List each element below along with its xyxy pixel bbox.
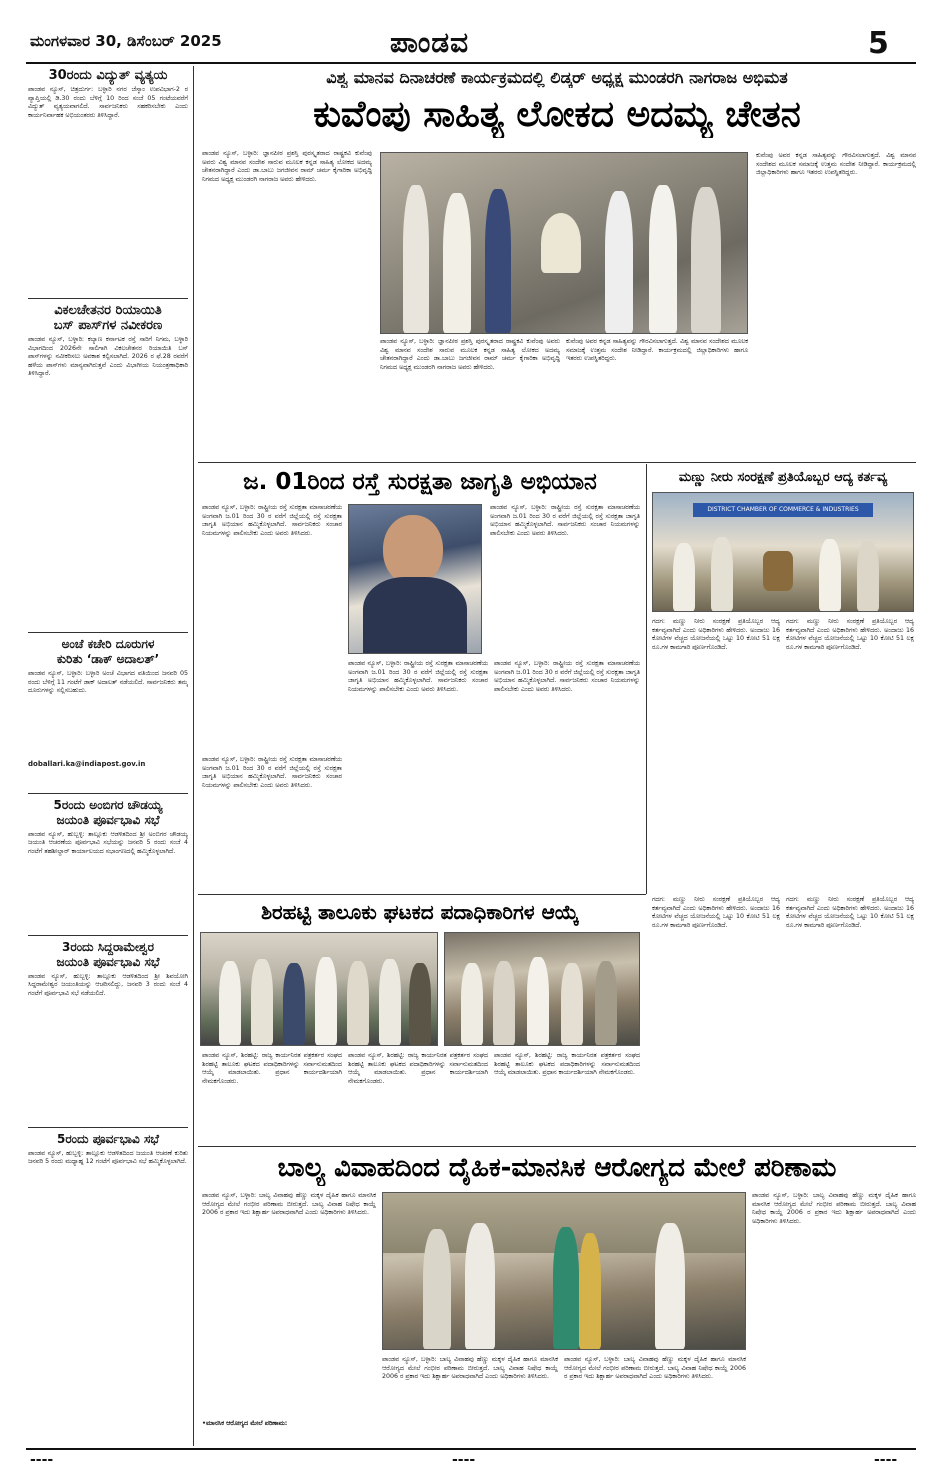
footer-dash-right: ----: [874, 1452, 898, 1468]
bus-pass-headline-1: ವಿಕಲಚೇತನರ ರಿಯಾಯಿತಿ: [54, 303, 162, 318]
shirahatti-text-2: ಪಾಂಡವ ನ್ಯೂಸ್, ಶಿರಹಟ್ಟಿ: ರಾಜ್ಯ ಕಾರ್ಯನಿರತ ಪತ್ರಕರ್ತರ ಸಂಘದ ಶಿರಹಟ್ಟಿ ತಾಲೂಕು ಘಟಕದ ಪದಾಧಿಕಾರಿಗಳನ್ನು ಸರ್ವಾನುಮತದಿಂದ ಆಯ್ಕೆ ಮಾಡಲಾಯಿತು. ಪ್ರಧಾನ ಕಾರ್ಯದರ್ಶಿಯಾಗಿ ನೇಮಕಗೊಂಡರು.: [348, 1052, 488, 1085]
siddarama-headline-2: ಜಯಂತಿ ಪೂರ್ವಭಾವಿ ಸಭೆ: [56, 954, 160, 969]
power-cut-headline: 30ರಂದು ವಿದ್ಯುತ್ ವ್ಯತ್ಯಯ: [48, 68, 168, 83]
ambigara-headline-2: ಜಯಂತಿ ಪೂರ್ವಭಾವಿ ಸಭೆ: [56, 812, 160, 827]
bus-pass-headline-2: ಬಸ್ ಪಾಸ್‌ಗಳ ನವೀಕರಣ: [53, 318, 163, 333]
road-bottom-rule: [198, 894, 646, 895]
meeting-headline: 5ರಂದು ಪೂರ್ವಭಾವಿ ಸಭೆ: [56, 1131, 159, 1146]
mid-column-rule: [646, 464, 647, 894]
dak-adalat-headline-1: ಅಂಚೆ ಕಚೇರಿ ದೂರುಗಳ: [61, 637, 155, 651]
dak-adalat-headline-2: ಕುರಿತು ‘ಡಾಕ್ ಅದಾಲತ್’: [56, 652, 160, 666]
dak-adalat-email: doballari.ka@indiapost.gov.in: [28, 760, 146, 768]
footer-dash-left: ----: [30, 1452, 54, 1468]
road-safety-text-2: ಪಾಂಡವ ನ್ಯೂಸ್, ಬಳ್ಳಾರಿ: ರಾಷ್ಟ್ರೀಯ ರಸ್ತೆ ಸುರಕ್ಷತಾ ಮಾಸಾಚರಣೆಯ ಅಂಗವಾಗಿ ಜ.01 ರಿಂದ 30 ರ ವರೆಗೆ ಜಿಲ್ಲೆಯಲ್ಲಿ ರಸ್ತೆ ಸುರಕ್ಷತಾ ಜಾಗೃತಿ ಅಭಿಯಾನ ಹಮ್ಮಿಕೊಳ್ಳಲಾಗಿದೆ. ಸಾರ್ವಜನಿಕರು ಸಂಚಾರ ನಿಯಮಗಳನ್ನು ಪಾಲಿಸಬೇಕು ಎಂದು ಅವರು ತಿಳಿಸಿದರು.: [490, 504, 640, 537]
lead-text-right: ಕುವೆಂಪು ಅವರ ಕನ್ನಡ ಸಾಹಿತ್ಯವನ್ನು ಗೌರವಿಸಲಾಗುತ್ತದೆ. ವಿಶ್ವ ಮಾನವ ಸಂದೇಶದ ಮೂಲಕ ಸಮಾಜಕ್ಕೆ ಉತ್ತಮ ಸಂದೇಶ ನೀಡಿದ್ದಾರೆ. ಕಾರ್ಯಕ್ರಮದಲ್ಲಿ ಜಿಲ್ಲಾಧಿಕಾರಿಗಳು ಹಾಗೂ ಇತರರು ಉಪಸ್ಥಿತರಿದ್ದರು.: [756, 152, 916, 176]
footer-rule: [26, 1448, 916, 1450]
road-safety-text-5: ಪಾಂಡವ ನ್ಯೂಸ್, ಬಳ್ಳಾರಿ: ರಾಷ್ಟ್ರೀಯ ರಸ್ತೆ ಸುರಕ್ಷತಾ ಮಾಸಾಚರಣೆಯ ಅಂಗವಾಗಿ ಜ.01 ರಿಂದ 30 ರ ವರೆಗೆ ಜಿಲ್ಲೆಯಲ್ಲಿ ರಸ್ತೆ ಸುರಕ್ಷತಾ ಜಾಗೃತಿ ಅಭಿಯಾನ ಹಮ್ಮಿಕೊಳ್ಳಲಾಗಿದೆ. ಸಾರ್ವಜನಿಕರು ಸಂಚಾರ ನಿಯಮಗಳನ್ನು ಪಾಲಿಸಬೇಕು ಎಂದು ಅವರು ತಿಳಿಸಿದರು.: [494, 660, 640, 693]
lead-headline: ಕುವೆಂಪು ಸಾಹಿತ್ಯ ಲೋಕದ ಅದಮ್ಯ ಚೇತನ: [313, 94, 801, 135]
child-marriage-text-2: ಪಾಂಡವ ನ್ಯೂಸ್, ಬಳ್ಳಾರಿ: ಬಾಲ್ಯ ವಿವಾಹವು ಹೆಣ್ಣು ಮಕ್ಕಳ ದೈಹಿಕ ಹಾಗೂ ಮಾನಸಿಕ ಆರೋಗ್ಯದ ಮೇಲೆ ಗಂಭೀರ ಪರಿಣಾಮ ಬೀರುತ್ತದೆ. ಬಾಲ್ಯ ವಿವಾಹ ನಿಷೇಧ ಕಾಯ್ದೆ 2006 ರ ಪ್ರಕಾರ ಇದು ಶಿಕ್ಷಾರ್ಹ ಅಪರಾಧವಾಗಿದೆ ಎಂದು ಅಧಿಕಾರಿಗಳು ತಿಳಿಸಿದರು.: [382, 1356, 558, 1380]
soil-water-headline: ಮಣ್ಣು ನೀರು ಸಂರಕ್ಷಣೆ ಪ್ರತಿಯೊಬ್ಬರ ಆದ್ಯ ಕರ್ತವ್ಯ: [678, 470, 888, 485]
soil-water-text-3: ಗದಗ: ಮಣ್ಣು ನೀರು ಸಂರಕ್ಷಣೆ ಪ್ರತಿಯೊಬ್ಬರ ಆದ್ಯ ಕರ್ತವ್ಯವಾಗಿದೆ ಎಂದು ಅಧಿಕಾರಿಗಳು ಹೇಳಿದರು. ಅಂದಾಜು 16 ಕೋಟಿಗಳ ವೆಚ್ಚದ ಯೋಜನೆಯಲ್ಲಿ ಒಟ್ಟು 10 ಕೋಟಿ 51 ಲಕ್ಷ ರೂ.ಗಳ ಕಾಮಗಾರಿ ಪೂರ್ಣಗೊಂಡಿದೆ.: [652, 896, 780, 929]
soil-water-text-4: ಗದಗ: ಮಣ್ಣು ನೀರು ಸಂರಕ್ಷಣೆ ಪ್ರತಿಯೊಬ್ಬರ ಆದ್ಯ ಕರ್ತವ್ಯವಾಗಿದೆ ಎಂದು ಅಧಿಕಾರಿಗಳು ಹೇಳಿದರು. ಅಂದಾಜು 16 ಕೋಟಿಗಳ ವೆಚ್ಚದ ಯೋಜನೆಯಲ್ಲಿ ಒಟ್ಟು 10 ಕೋಟಿ 51 ಲಕ್ಷ ರೂ.ಗಳ ಕಾಮಗಾರಿ ಪೂರ್ಣಗೊಂಡಿದೆ.: [786, 896, 914, 929]
meeting-text: ಪಾಂಡವ ನ್ಯೂಸ್, ಹುಬ್ಬಳ್ಳಿ: ತಾಲ್ಲೂಕು ಆಡಳಿತದಿಂದ ಜಯಂತಿ ಆಚರಣೆ ಕುರಿತು ಜನವರಿ 5 ರಂದು ಮಧ್ಯಾಹ್ನ 12 ಗಂಟೆಗೆ ಪೂರ್ವಭಾವಿ ಸಭೆ ಹಮ್ಮಿಕೊಳ್ಳಲಾಗಿದೆ.: [28, 1149, 188, 1165]
shirahatti-headline: ಶಿರಹಟ್ಟಿ ತಾಲೂಕು ಘಟಕದ ಪದಾಧಿಕಾರಿಗಳ ಆಯ್ಕೆ: [261, 900, 579, 924]
siddarama-text: ಪಾಂಡವ ನ್ಯೂಸ್, ಹುಬ್ಬಳ್ಳಿ: ತಾಲ್ಲೂಕು ಆಡಳಿತದಿಂದ ಶ್ರೀ ಶಿವಯೋಗಿ ಸಿದ್ದರಾಮೇಶ್ವರ ಜಯಂತಿಯನ್ನು ಆಚರಿಸಲಿದ್ದು, ಜನವರಿ 3 ರಂದು ಸಂಜೆ 4 ಗಂಟೆಗೆ ಪೂರ್ವಭಾವಿ ಸಭೆ ನಡೆಯಲಿದೆ.: [28, 972, 188, 997]
soil-water-text-1: ಗದಗ: ಮಣ್ಣು ನೀರು ಸಂರಕ್ಷಣೆ ಪ್ರತಿಯೊಬ್ಬರ ಆದ್ಯ ಕರ್ತವ್ಯವಾಗಿದೆ ಎಂದು ಅಧಿಕಾರಿಗಳು ಹೇಳಿದರು. ಅಂದಾಜು 16 ಕೋಟಿಗಳ ವೆಚ್ಚದ ಯೋಜನೆಯಲ್ಲಿ ಒಟ್ಟು 10 ಕೋಟಿ 51 ಲಕ್ಷ ರೂ.ಗಳ ಕಾಮಗಾರಿ ಪೂರ್ಣಗೊಂಡಿದೆ.: [652, 618, 780, 651]
masthead-date: ಮಂಗಳವಾರ 30, ಡಿಸೆಂಬರ್ 2025: [30, 32, 222, 50]
shirahatti-photo: [200, 932, 438, 1046]
road-safety-text-3: ಪಾಂಡವ ನ್ಯೂಸ್, ಬಳ್ಳಾರಿ: ರಾಷ್ಟ್ರೀಯ ರಸ್ತೆ ಸುರಕ್ಷತಾ ಮಾಸಾಚರಣೆಯ ಅಂಗವಾಗಿ ಜ.01 ರಿಂದ 30 ರ ವರೆಗೆ ಜಿಲ್ಲೆಯಲ್ಲಿ ರಸ್ತೆ ಸುರಕ್ಷತಾ ಜಾಗೃತಿ ಅಭಿಯಾನ ಹಮ್ಮಿಕೊಳ್ಳಲಾಗಿದೆ. ಸಾರ್ವಜನಿಕರು ಸಂಚಾರ ನಿಯಮಗಳನ್ನು ಪಾಲಿಸಬೇಕು ಎಂದು ಅವರು ತಿಳಿಸಿದರು.: [348, 660, 488, 693]
lead-kicker: ವಿಶ್ವ ಮಾನವ ದಿನಾಚರಣೆ ಕಾರ್ಯಕ್ರಮದಲ್ಲಿ ಲಿಡ್ಕರ್ ಅಧ್ಯಕ್ಷ ಮುಂಡರಗಿ ನಾಗರಾಜ ಅಭಿಮತ: [326, 68, 788, 87]
child-marriage-text-3: ಪಾಂಡವ ನ್ಯೂಸ್, ಬಳ್ಳಾರಿ: ಬಾಲ್ಯ ವಿವಾಹವು ಹೆಣ್ಣು ಮಕ್ಕಳ ದೈಹಿಕ ಹಾಗೂ ಮಾನಸಿಕ ಆರೋಗ್ಯದ ಮೇಲೆ ಗಂಭೀರ ಪರಿಣಾಮ ಬೀರುತ್ತದೆ. ಬಾಲ್ಯ ವಿವಾಹ ನಿಷೇಧ ಕಾಯ್ದೆ 2006 ರ ಪ್ರಕಾರ ಇದು ಶಿಕ್ಷಾರ್ಹ ಅಪರಾಧವಾಗಿದೆ ಎಂದು ಅಧಿಕಾರಿಗಳು ತಿಳಿಸಿದರು.: [564, 1356, 746, 1380]
lead-text-middle: ಪಾಂಡವ ನ್ಯೂಸ್, ಬಳ್ಳಾರಿ: ಜ್ಞಾನಪೀಠ ಪ್ರಶಸ್ತಿ ಪುರಸ್ಕೃತರಾದ ರಾಷ್ಟ್ರಕವಿ ಕುವೆಂಪು ಅವರು ವಿಶ್ವ ಮಾನವ ಸಂದೇಶ ಸಾರುವ ಮೂಲಕ ಕನ್ನಡ ಸಾಹಿತ್ಯ ಲೋಕದ ಅದಮ್ಯ ಚೇತನರಾಗಿದ್ದಾರೆ ಎಂದು ಡಾ.ಬಾಬು ಜಗಜೀವನ ರಾಮ್ ಚರ್ಮ ಕೈಗಾರಿಕಾ ಅಭಿವೃದ್ಧಿ ನಿಗಮದ ಅಧ್ಯಕ್ಷ ಮುಂಡರಗಿ ನಾಗರಾಜ ಅವರು ಹೇಳಿದರು.: [380, 338, 560, 371]
child-top-rule: [198, 1146, 916, 1147]
siddarama-headline-1: 3ರಂದು ಸಿದ್ದರಾಮೇಶ್ವರ: [62, 939, 154, 954]
power-cut-text: ಪಾಂಡವ ನ್ಯೂಸ್, ಚಿತ್ರದುರ್ಗ: ಬಳ್ಳಾರಿ ನಗರ ಜೆಸ್ಕಾಂ ಉಪವಿಭಾಗ-2 ರ ವ್ಯಾಪ್ತಿಯಲ್ಲಿ ಡಿ.30 ರಂದು ಬೆಳಿಗ್ಗೆ 10 ರಿಂದ ಸಂಜೆ 05 ಗಂಟೆಯವರೆಗೆ ವಿದ್ಯುತ್ ವ್ಯತ್ಯಯವಾಗಲಿದೆ. ಸಾರ್ವಜನಿಕರು ಸಹಕರಿಸಬೇಕು ಎಂದು ಕಾರ್ಯನಿರ್ವಾಹಕ ಅಭಿಯಂತರರು ತಿಳಿಸಿದ್ದಾರೆ.: [28, 86, 188, 119]
bus-pass-text: ಪಾಂಡವ ನ್ಯೂಸ್, ಬಳ್ಳಾರಿ: ಕಲ್ಯಾಣ ಕರ್ನಾಟಕ ರಸ್ತೆ ಸಾರಿಗೆ ನಿಗಮ, ಬಳ್ಳಾರಿ ವಿಭಾಗದಿಂದ 2026ನೇ ಸಾಲಿಗಾಗಿ ವಿಕಲಚೇತನರ ರಿಯಾಯಿತಿ ಬಸ್ ಪಾಸ್‌ಗಳನ್ನು ನವೀಕರಿಸಲು ಅವಕಾಶ ಕಲ್ಪಿಸಲಾಗಿದೆ. 2026 ರ ಫೆ.28 ರವರೆಗೆ ಹಳೆಯ ಪಾಸ್‌ಗಳು ಮಾನ್ಯವಾಗಿರುತ್ತವೆ ಎಂದು ವಿಭಾಗೀಯ ನಿಯಂತ್ರಣಾಧಿಕಾರಿ ತಿಳಿಸಿದ್ದಾರೆ.: [28, 336, 188, 377]
masthead-page-number: 5: [868, 26, 889, 61]
lead-text-left: ಪಾಂಡವ ನ್ಯೂಸ್, ಬಳ್ಳಾರಿ: ಜ್ಞಾನಪೀಠ ಪ್ರಶಸ್ತಿ ಪುರಸ್ಕೃತರಾದ ರಾಷ್ಟ್ರಕವಿ ಕುವೆಂಪು ಅವರು ವಿಶ್ವ ಮಾನವ ಸಂದೇಶ ಸಾರುವ ಮೂಲಕ ಕನ್ನಡ ಸಾಹಿತ್ಯ ಲೋಕದ ಅದಮ್ಯ ಚೇತನರಾಗಿದ್ದಾರೆ ಎಂದು ಡಾ.ಬಾಬು ಜಗಜೀವನ ರಾಮ್ ಚರ್ಮ ಕೈಗಾರಿಕಾ ಅಭಿವೃದ್ಧಿ ನಿಗಮದ ಅಧ್ಯಕ್ಷ ಮುಂಡರಗಿ ನಾಗರಾಜ ಅವರು ಹೇಳಿದರು.: [202, 150, 372, 183]
shirahatti-photo-2: [444, 932, 640, 1046]
road-safety-text-1: ಪಾಂಡವ ನ್ಯೂಸ್, ಬಳ್ಳಾರಿ: ರಾಷ್ಟ್ರೀಯ ರಸ್ತೆ ಸುರಕ್ಷತಾ ಮಾಸಾಚರಣೆಯ ಅಂಗವಾಗಿ ಜ.01 ರಿಂದ 30 ರ ವರೆಗೆ ಜಿಲ್ಲೆಯಲ್ಲಿ ರಸ್ತೆ ಸುರಕ್ಷತಾ ಜಾಗೃತಿ ಅಭಿಯಾನ ಹಮ್ಮಿಕೊಳ್ಳಲಾಗಿದೆ. ಸಾರ್ವಜನಿಕರು ಸಂಚಾರ ನಿಯಮಗಳನ್ನು ಪಾಲಿಸಬೇಕು ಎಂದು ಅವರು ತಿಳಿಸಿದರು.: [202, 504, 342, 537]
ambigara-text: ಪಾಂಡವ ನ್ಯೂಸ್, ಹುಬ್ಬಳ್ಳಿ: ತಾಲ್ಲೂಕು ಆಡಳಿತದಿಂದ ಶ್ರೀ ಅಂಬಿಗರ ಚೌಡಯ್ಯ ಜಯಂತಿ ಆಚರಣೆಯ ಪೂರ್ವಭಾವಿ ಸಭೆಯನ್ನು ಜನವರಿ 5 ರಂದು ಸಂಜೆ 4 ಗಂಟೆಗೆ ತಹಶೀಲ್ದಾರ್ ಕಾರ್ಯಾಲಯದ ಸಭಾಂಗಣದಲ್ಲಿ ಹಮ್ಮಿಕೊಳ್ಳಲಾಗಿದೆ.: [28, 830, 188, 855]
left-column-rule: [193, 66, 194, 1446]
shirahatti-text-3: ಪಾಂಡವ ನ್ಯೂಸ್, ಶಿರಹಟ್ಟಿ: ರಾಜ್ಯ ಕಾರ್ಯನಿರತ ಪತ್ರಕರ್ತರ ಸಂಘದ ಶಿರಹಟ್ಟಿ ತಾಲೂಕು ಘಟಕದ ಪದಾಧಿಕಾರಿಗಳನ್ನು ಸರ್ವಾನುಮತದಿಂದ ಆಯ್ಕೆ ಮಾಡಲಾಯಿತು. ಪ್ರಧಾನ ಕಾರ್ಯದರ್ಶಿಯಾಗಿ ನೇಮಕಗೊಂಡರು.: [494, 1052, 640, 1076]
child-marriage-text-1: ಪಾಂಡವ ನ್ಯೂಸ್, ಬಳ್ಳಾರಿ: ಬಾಲ್ಯ ವಿವಾಹವು ಹೆಣ್ಣು ಮಕ್ಕಳ ದೈಹಿಕ ಹಾಗೂ ಮಾನಸಿಕ ಆರೋಗ್ಯದ ಮೇಲೆ ಗಂಭೀರ ಪರಿಣಾಮ ಬೀರುತ್ತದೆ. ಬಾಲ್ಯ ವಿವಾಹ ನಿಷೇಧ ಕಾಯ್ದೆ 2006 ರ ಪ್ರಕಾರ ಇದು ಶಿಕ್ಷಾರ್ಹ ಅಪರಾಧವಾಗಿದೆ ಎಂದು ಅಧಿಕಾರಿಗಳು ತಿಳಿಸಿದರು.: [202, 1192, 376, 1216]
left-column: [28, 66, 188, 1446]
road-safety-headline: ಜ. 01ರಿಂದ ರಸ್ತೆ ಸುರಕ್ಷತಾ ಜಾಗೃತಿ ಅಭಿಯಾನ: [243, 469, 597, 495]
soil-water-text-2: ಗದಗ: ಮಣ್ಣು ನೀರು ಸಂರಕ್ಷಣೆ ಪ್ರತಿಯೊಬ್ಬರ ಆದ್ಯ ಕರ್ತವ್ಯವಾಗಿದೆ ಎಂದು ಅಧಿಕಾರಿಗಳು ಹೇಳಿದರು. ಅಂದಾಜು 16 ಕೋಟಿಗಳ ವೆಚ್ಚದ ಯೋಜನೆಯಲ್ಲಿ ಒಟ್ಟು 10 ಕೋಟಿ 51 ಲಕ್ಷ ರೂ.ಗಳ ಕಾಮಗಾರಿ ಪೂರ್ಣಗೊಂಡಿದೆ.: [786, 618, 914, 651]
lead-bottom-rule: [198, 462, 916, 463]
lead-text-middle-2: ಕುವೆಂಪು ಅವರ ಕನ್ನಡ ಸಾಹಿತ್ಯವನ್ನು ಗೌರವಿಸಲಾಗುತ್ತದೆ. ವಿಶ್ವ ಮಾನವ ಸಂದೇಶದ ಮೂಲಕ ಸಮಾಜಕ್ಕೆ ಉತ್ತಮ ಸಂದೇಶ ನೀಡಿದ್ದಾರೆ. ಕಾರ್ಯಕ್ರಮದಲ್ಲಿ ಜಿಲ್ಲಾಧಿಕಾರಿಗಳು ಹಾಗೂ ಇತರರು ಉಪಸ್ಥಿತರಿದ್ದರು.: [566, 338, 748, 362]
soil-water-photo: [652, 492, 914, 612]
soil-water-banner: DISTRICT CHAMBER OF COMMERCE & INDUSTRIES: [693, 503, 873, 517]
masthead-paper-name: ಪಾಂಡವ: [390, 26, 470, 59]
footer-dash-middle: ----: [452, 1452, 476, 1468]
ambigara-headline-1: 5ರಂದು ಅಂಬಿಗರ ಚೌಡಯ್ಯ: [53, 797, 163, 812]
road-safety-text-4: ಪಾಂಡವ ನ್ಯೂಸ್, ಬಳ್ಳಾರಿ: ರಾಷ್ಟ್ರೀಯ ರಸ್ತೆ ಸುರಕ್ಷತಾ ಮಾಸಾಚರಣೆಯ ಅಂಗವಾಗಿ ಜ.01 ರಿಂದ 30 ರ ವರೆಗೆ ಜಿಲ್ಲೆಯಲ್ಲಿ ರಸ್ತೆ ಸುರಕ್ಷತಾ ಜಾಗೃತಿ ಅಭಿಯಾನ ಹಮ್ಮಿಕೊಳ್ಳಲಾಗಿದೆ. ಸಾರ್ವಜನಿಕರು ಸಂಚಾರ ನಿಯಮಗಳನ್ನು ಪಾಲಿಸಬೇಕು ಎಂದು ಅವರು ತಿಳಿಸಿದರು.: [202, 756, 342, 789]
child-marriage-subhead: •ಮಾನಸಿಕ ಆರೋಗ್ಯದ ಮೇಲೆ ಪರಿಣಾಮ:: [202, 1420, 288, 1427]
child-marriage-text-4: ಪಾಂಡವ ನ್ಯೂಸ್, ಬಳ್ಳಾರಿ: ಬಾಲ್ಯ ವಿವಾಹವು ಹೆಣ್ಣು ಮಕ್ಕಳ ದೈಹಿಕ ಹಾಗೂ ಮಾನಸಿಕ ಆರೋಗ್ಯದ ಮೇಲೆ ಗಂಭೀರ ಪರಿಣಾಮ ಬೀರುತ್ತದೆ. ಬಾಲ್ಯ ವಿವಾಹ ನಿಷೇಧ ಕಾಯ್ದೆ 2006 ರ ಪ್ರಕಾರ ಇದು ಶಿಕ್ಷಾರ್ಹ ಅಪರಾಧವಾಗಿದೆ ಎಂದು ಅಧಿಕಾರಿಗಳು ತಿಳಿಸಿದರು.: [752, 1192, 916, 1225]
shirahatti-text-1: ಪಾಂಡವ ನ್ಯೂಸ್, ಶಿರಹಟ್ಟಿ: ರಾಜ್ಯ ಕಾರ್ಯನಿರತ ಪತ್ರಕರ್ತರ ಸಂಘದ ಶಿರಹಟ್ಟಿ ತಾಲೂಕು ಘಟಕದ ಪದಾಧಿಕಾರಿಗಳನ್ನು ಸರ್ವಾನುಮತದಿಂದ ಆಯ್ಕೆ ಮಾಡಲಾಯಿತು. ಪ್ರಧಾನ ಕಾರ್ಯದರ್ಶಿಯಾಗಿ ನೇಮಕಗೊಂಡರು.: [202, 1052, 342, 1085]
road-safety-photo: [348, 504, 482, 654]
masthead-rule: [26, 62, 916, 64]
dak-adalat-text: ಪಾಂಡವ ನ್ಯೂಸ್, ಬಳ್ಳಾರಿ: ಬಳ್ಳಾರಿ ಅಂಚೆ ವಿಭಾಗದ ವತಿಯಿಂದ ಜನವರಿ 05 ರಂದು ಬೆಳಿಗ್ಗೆ 11 ಗಂಟೆಗೆ ಡಾಕ್ ಅದಾಲತ್ ನಡೆಯಲಿದೆ. ಸಾರ್ವಜನಿಕರು ತಮ್ಮ ದೂರುಗಳನ್ನು ಸಲ್ಲಿಸಬಹುದು.: [28, 670, 188, 694]
child-marriage-headline: ಬಾಲ್ಯ ವಿವಾಹದಿಂದ ದೈಹಿಕ-ಮಾನಸಿಕ ಆರೋಗ್ಯದ ಮೇಲೆ ಪರಿಣಾಮ: [277, 1153, 837, 1183]
lead-photo: [380, 152, 748, 334]
child-marriage-photo: [382, 1192, 746, 1350]
